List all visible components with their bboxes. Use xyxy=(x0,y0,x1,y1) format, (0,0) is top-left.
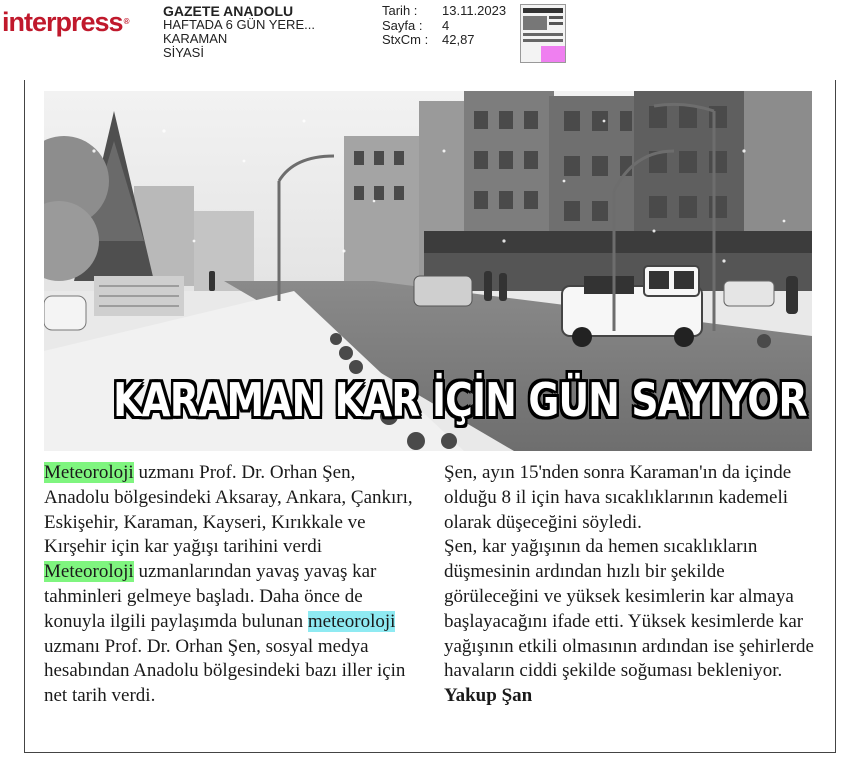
page-value: 4 xyxy=(442,17,450,33)
page-label: Sayfa : xyxy=(382,17,423,33)
keyword-highlight: Meteoroloji xyxy=(44,561,134,583)
publication-category: SİYASİ xyxy=(163,45,204,60)
publication-frequency: HAFTADA 6 GÜN YERE... xyxy=(163,17,315,32)
paragraph: Meteoroloji uzmanı Prof. Dr. Orhan Şen, Anadolu bölgesindeki Aksaray, Ankara, Çankırı, Eskişehir, Karaman, Kayseri, Kırıkkale ve Kırşehir için kar yağışı tarihini verdi xyxy=(44,462,413,558)
publication-name: GAZETE ANADOLU xyxy=(163,3,294,19)
article-location-highlight xyxy=(541,46,565,62)
paragraph: Şen, kar yağışının da hemen sıcaklıkların düşmesinin ardından hızlı bir şekilde görüleceğini ve yüksek kesimlerin kar almaya başlayacağını ifade etti. Yüksek kesimlerde kar yağışının etkili olmasının ardından ise şehirlerde havaların ciddi şekilde soğuması bekleniyor. xyxy=(444,536,814,682)
page-thumbnail[interactable] xyxy=(520,4,566,63)
stxcm-label: StxCm : xyxy=(382,32,429,47)
paragraph: Meteoroloji uzmanlarından yavaş yavaş kar tahminleri gelmeye başladı. Daha önce de konuyla ilgili paylaşımda bulunan meteoroloji uzmanı Prof. Dr. Orhan Şen, sosyal medya hesabından Anadolu bölgesindeki bazı iller için net tarih verdi. xyxy=(44,561,406,707)
stxcm-value: 42,87 xyxy=(442,32,475,47)
date-value: 13.11.2023 xyxy=(442,3,507,18)
keyword-highlight: Meteoroloji xyxy=(44,462,134,483)
interpress-logo: interpress® xyxy=(2,7,129,37)
clipping-info xyxy=(382,4,506,48)
date-label: Tarih : xyxy=(382,3,418,18)
publication-meta xyxy=(163,4,315,60)
paragraph: Şen, ayın 15'nden sonra Karaman'ın da içinde olduğu 8 il için hava sıcaklıklarının kademeli olarak düşeceğini söyledi. xyxy=(444,462,792,533)
article-column-1 xyxy=(44,461,424,709)
article-column-2 xyxy=(444,461,824,709)
author-byline: Yakup Şan xyxy=(444,685,533,707)
headline: KARAMAN KAR İÇİN GÜN SAYIYOR xyxy=(113,373,807,427)
keyword-highlight: meteoroloji xyxy=(307,610,396,632)
publication-city: KARAMAN xyxy=(163,31,228,46)
